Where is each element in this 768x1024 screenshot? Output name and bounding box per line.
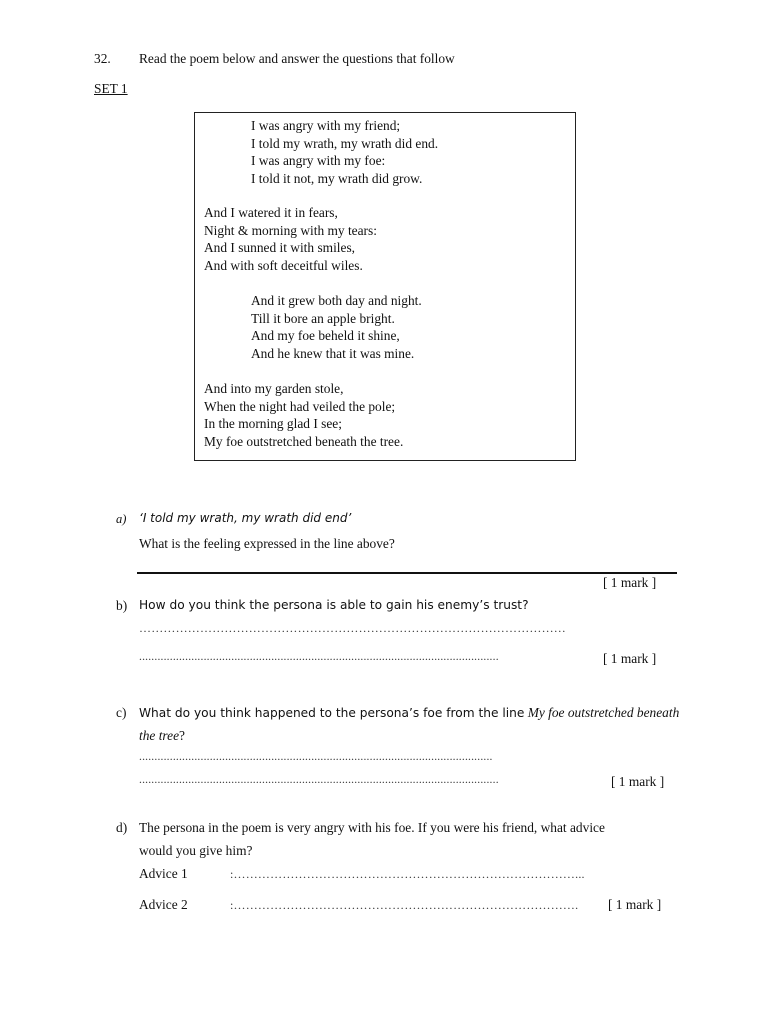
part-c-question-end: ? [179, 728, 185, 743]
answer-line-b-1[interactable]: …………………………………………………………………………………………… [139, 621, 566, 635]
part-a-mark: [ 1 mark ] [603, 575, 657, 590]
poem-line: When the night had veiled the pole; [204, 398, 396, 414]
advice-1-answer-line[interactable]: :…………………………………………………………………………... [230, 867, 585, 881]
answer-line-c-2[interactable]: ..................................................................................................................... [139, 774, 499, 786]
part-b-mark: [ 1 mark ] [603, 651, 657, 666]
part-c-label: c) [116, 705, 127, 720]
part-a-question: What is the feeling expressed in the line above? [139, 536, 395, 551]
question-instruction: Read the poem below and answer the questions that follow [139, 51, 455, 66]
part-d-question-line-1: The persona in the poem is very angry with his foe. If you were his friend, what advice [139, 820, 605, 835]
part-d-question-line-2: would you give him? [139, 843, 253, 858]
part-b-label: b) [116, 598, 128, 613]
part-d-label: d) [116, 820, 128, 835]
poem-line: And he knew that it was mine. [251, 346, 415, 362]
advice-2-answer-line[interactable]: :…………………………………………………………………………. [230, 898, 579, 912]
question-number: 32. [94, 51, 111, 66]
poem-line: And I sunned it with smiles, [204, 240, 356, 256]
part-c-question [139, 705, 679, 721]
poem-line: I told my wrath, my wrath did end. [251, 135, 439, 151]
poem-line: And my foe beheld it shine, [251, 328, 400, 344]
part-c-question-start: What do you think happened to the persona’s foe from the line [139, 706, 525, 720]
answer-line-b-2[interactable]: ..................................................................................................................... [139, 651, 499, 663]
part-a-label: a) [116, 512, 127, 526]
answer-line-c-1[interactable]: ................................................................................................................... [139, 751, 493, 763]
poem-line: In the morning glad I see; [204, 416, 342, 432]
poem-line: Till it bore an apple bright. [251, 310, 395, 326]
advice-1-label: Advice 1 [139, 866, 188, 881]
advice-2-label: Advice 2 [139, 897, 188, 912]
set-label: SET 1 [94, 81, 128, 96]
part-c-question-cont [139, 728, 185, 744]
part-c-question-quote-2: the tree [139, 728, 180, 743]
part-c-mark: [ 1 mark ] [611, 774, 665, 789]
answer-line-a[interactable] [137, 572, 677, 574]
poem-line: And into my garden stole, [204, 381, 344, 396]
poem-line: I was angry with my foe: [251, 153, 386, 169]
poem-box [194, 112, 576, 461]
poem-stanza-4 [204, 380, 403, 451]
part-c-question-quote-1: My foe outstretched beneath [527, 705, 680, 720]
part-a-quote: ‘I told my wrath, my wrath did end’ [139, 511, 352, 525]
part-d-mark: [ 1 mark ] [608, 897, 662, 912]
poem-stanza-2 [204, 204, 377, 275]
poem-line: And it grew both day and night. [251, 293, 422, 308]
poem-stanza-1 [251, 117, 438, 188]
poem-stanza-3 [251, 292, 422, 363]
poem-line: My foe outstretched beneath the tree. [204, 434, 404, 450]
poem-line: I told it not, my wrath did grow. [251, 171, 423, 187]
poem-line: I was angry with my friend; [251, 118, 401, 133]
poem-line: And I watered it in fears, [204, 205, 338, 220]
poem-line: And with soft deceitful wiles. [204, 258, 363, 274]
part-b-question: How do you think the persona is able to gain his enemy’s trust? [139, 598, 529, 612]
poem-line: Night & morning with my tears: [204, 222, 377, 238]
